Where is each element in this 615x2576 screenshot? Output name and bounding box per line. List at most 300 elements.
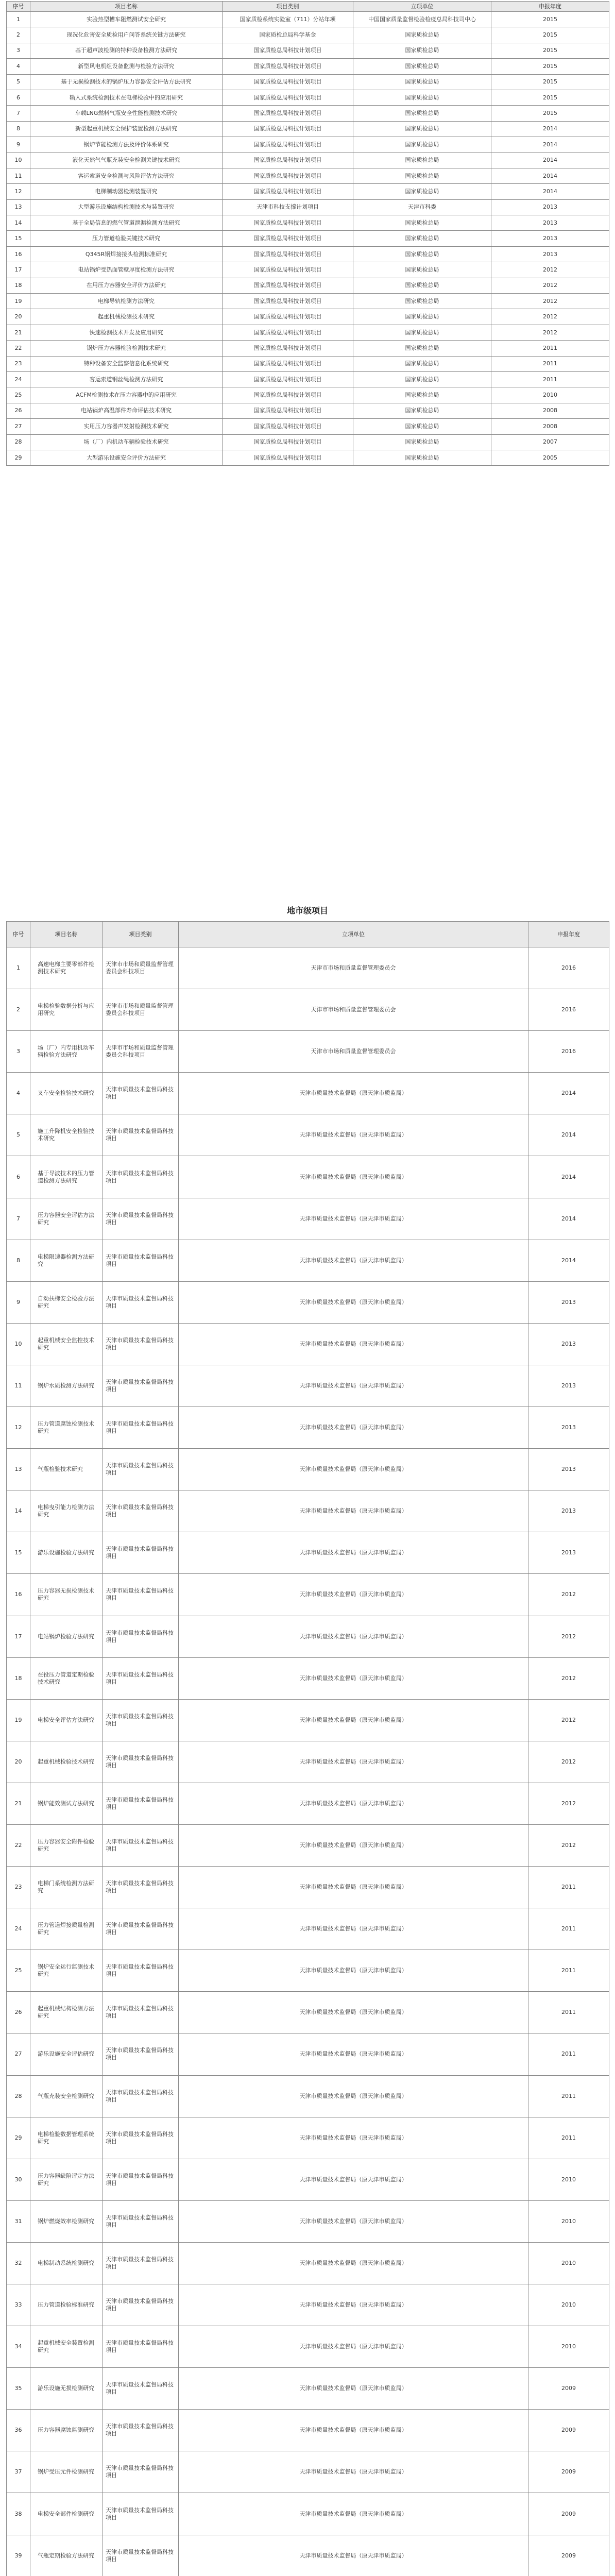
index-cell: 4 — [7, 1073, 30, 1114]
approving-unit-cell: 天津市质量技术监督局（原天津市质监局） — [179, 1114, 528, 1156]
approving-unit-cell: 天津市质量技术监督局（原天津市质监局） — [179, 1657, 528, 1699]
year-cell: 2011 — [491, 356, 609, 371]
project-name-cell: 电梯检验数据分析与应用研究 — [30, 989, 102, 1031]
approving-unit-cell: 天津市质量技术监督局（原天津市质监局） — [179, 1198, 528, 1240]
project-name-cell: 新型起重机械安全保护装置检测方法研究 — [30, 121, 223, 137]
year-cell: 2012 — [528, 1657, 609, 1699]
index-cell: 7 — [7, 106, 30, 121]
index-cell: 13 — [7, 1449, 30, 1490]
year-cell: 2009 — [528, 2451, 609, 2493]
approving-unit-cell: 国家质检总局 — [353, 325, 491, 340]
index-cell: 33 — [7, 2284, 30, 2326]
project-name-cell: 输入式系统检测技术在电梯检验中的应用研究 — [30, 90, 223, 105]
approving-unit-cell: 国家质检总局 — [353, 74, 491, 90]
project-category-cell: 天津市质量技术监督局科技项目 — [102, 2535, 179, 2576]
index-cell: 26 — [7, 1992, 30, 2033]
year-cell: 2012 — [491, 325, 609, 340]
year-cell: 2013 — [528, 1532, 609, 1574]
project-name-cell: 锅炉水质检测方法研究 — [30, 1365, 102, 1406]
approving-unit-cell: 天津市质量技术监督局（原天津市质监局） — [179, 2493, 528, 2535]
index-cell: 10 — [7, 1323, 30, 1365]
project-category-cell: 国家质检总局科技计划项目 — [223, 137, 353, 152]
approving-unit-cell: 国家质检总局 — [353, 450, 491, 465]
national-table-row — [7, 387, 609, 403]
year-cell: 2013 — [528, 1281, 609, 1323]
index-cell: 5 — [7, 74, 30, 90]
national-table-row — [7, 74, 609, 90]
project-name-cell: 锅炉压力容器检验检测技术研究 — [30, 341, 223, 356]
index-cell: 36 — [7, 2410, 30, 2451]
national-table-row — [7, 59, 609, 74]
local-table-row — [7, 989, 609, 1031]
project-name-cell: 基于全局信息的燃气管道泄漏检测方法研究 — [30, 215, 223, 231]
index-cell: 16 — [7, 1574, 30, 1616]
approving-unit-cell: 国家质检总局 — [353, 106, 491, 121]
index-cell: 32 — [7, 2242, 30, 2284]
project-category-cell: 国家质检总局科技计划项目 — [223, 184, 353, 199]
project-category-cell: 天津市质量技术监督局科技项目 — [102, 1114, 179, 1156]
project-name-cell: 游乐设施检验方法研究 — [30, 1532, 102, 1574]
year-cell: 2011 — [528, 1867, 609, 1908]
local-table-row — [7, 2200, 609, 2242]
year-cell: 2016 — [528, 989, 609, 1031]
approving-unit-cell: 天津市质量技术监督局（原天津市质监局） — [179, 1950, 528, 1992]
index-cell: 11 — [7, 1365, 30, 1406]
local-table-row — [7, 2326, 609, 2368]
year-cell: 2010 — [528, 2159, 609, 2200]
approving-unit-cell: 天津市质量技术监督局（原天津市质监局） — [179, 1574, 528, 1616]
year-cell: 2009 — [528, 2368, 609, 2410]
year-cell: 2010 — [528, 2326, 609, 2368]
project-name-cell: 电梯制动系统检测研究 — [30, 2242, 102, 2284]
project-category-cell: 天津市质量技术监督局科技项目 — [102, 2075, 179, 2117]
project-name-cell: 电梯安全部件检测研究 — [30, 2493, 102, 2535]
approving-unit-cell: 国家质检总局 — [353, 294, 491, 309]
project-category-cell: 国家质检总局科技计划项目 — [223, 403, 353, 418]
header-project-name: 项目名称 — [30, 2, 223, 12]
approving-unit-cell: 天津市质量技术监督局（原天津市质监局） — [179, 1156, 528, 1198]
national-table-row — [7, 246, 609, 262]
project-category-cell: 国家质检总局科技计划项目 — [223, 74, 353, 90]
project-name-cell: 在用压力容器安全评价方法研究 — [30, 278, 223, 293]
national-table-row — [7, 152, 609, 168]
national-table-row — [7, 341, 609, 356]
project-category-cell: 天津市质量技术监督局科技项目 — [102, 2159, 179, 2200]
year-cell: 2010 — [491, 387, 609, 403]
national-table-row — [7, 262, 609, 278]
approving-unit-cell: 天津市质量技术监督局（原天津市质监局） — [179, 1240, 528, 1281]
approving-unit-cell: 天津市市场和质量监督管理委员会 — [179, 989, 528, 1031]
year-cell: 2005 — [491, 450, 609, 465]
index-cell: 10 — [7, 152, 30, 168]
approving-unit-cell: 国家质检总局 — [353, 356, 491, 371]
index-cell: 21 — [7, 325, 30, 340]
approving-unit-cell: 天津市质量技术监督局（原天津市质监局） — [179, 2075, 528, 2117]
project-name-cell: 基于无损检测技术的锅炉压力容器安全评估方法研究 — [30, 74, 223, 90]
national-table-row — [7, 27, 609, 43]
local-table-row — [7, 1031, 609, 1073]
approving-unit-cell: 天津市市场和质量监督管理委员会 — [179, 947, 528, 989]
index-cell: 25 — [7, 1950, 30, 1992]
year-cell: 2016 — [528, 1031, 609, 1073]
approving-unit-cell: 国家质检总局 — [353, 309, 491, 325]
year-cell: 2013 — [491, 215, 609, 231]
project-name-cell: 客运索道钢丝绳检测方法研究 — [30, 371, 223, 387]
project-name-cell: 大型游乐设施安全评价方法研究 — [30, 450, 223, 465]
index-cell: 30 — [7, 2159, 30, 2200]
national-table-row — [7, 231, 609, 246]
national-table-row — [7, 106, 609, 121]
approving-unit-cell: 国家质检总局 — [353, 168, 491, 183]
year-cell: 2012 — [491, 262, 609, 278]
national-table-row — [7, 90, 609, 105]
approving-unit-cell: 天津市质量技术监督局（原天津市质监局） — [179, 2159, 528, 2200]
project-name-cell: 起重机械结构检测方法研究 — [30, 1992, 102, 2033]
index-cell: 14 — [7, 1490, 30, 1532]
project-name-cell: 电梯限速器检测方法研究 — [30, 1240, 102, 1281]
project-category-cell: 国家质检总局科技计划项目 — [223, 262, 353, 278]
index-cell: 19 — [7, 294, 30, 309]
project-name-cell: 电梯门系统检测方法研究 — [30, 1867, 102, 1908]
approving-unit-cell: 国家质检总局 — [353, 371, 491, 387]
header-index: 序号 — [7, 2, 30, 12]
local-table-row — [7, 1741, 609, 1783]
project-name-cell: 游乐设施无损检测研究 — [30, 2368, 102, 2410]
project-name-cell: 实验热型槽车阻燃测试安全研究 — [30, 12, 223, 27]
project-name-cell: 电站锅炉检验方法研究 — [30, 1616, 102, 1657]
project-category-cell: 天津市质量技术监督局科技项目 — [102, 1532, 179, 1574]
project-name-cell: 压力管道腐蚀检测技术研究 — [30, 1407, 102, 1449]
index-cell: 22 — [7, 1824, 30, 1866]
year-cell: 2010 — [528, 2242, 609, 2284]
approving-unit-cell: 国家质检总局 — [353, 231, 491, 246]
national-table-row — [7, 12, 609, 27]
approving-unit-cell: 国家质检总局 — [353, 137, 491, 152]
index-cell: 34 — [7, 2326, 30, 2368]
project-name-cell: 电梯导轨检测方法研究 — [30, 294, 223, 309]
approving-unit-cell: 天津市科委 — [353, 199, 491, 215]
project-name-cell: 高速电梯主要零部件检测技术研究 — [30, 947, 102, 989]
project-category-cell: 国家质检总局科技计划项目 — [223, 59, 353, 74]
project-category-cell: 国家质检总局科技计划项目 — [223, 168, 353, 183]
year-cell: 2013 — [528, 1490, 609, 1532]
project-name-cell: 客运索道安全检测与风险评估方法研究 — [30, 168, 223, 183]
local-table-row — [7, 1574, 609, 1616]
project-name-cell: 电梯制动器检测装置研究 — [30, 184, 223, 199]
project-category-cell: 天津市质量技术监督局科技项目 — [102, 1407, 179, 1449]
header-project-name: 项目名称 — [30, 922, 102, 947]
year-cell: 2012 — [528, 1783, 609, 1824]
approving-unit-cell: 天津市质量技术监督局（原天津市质监局） — [179, 2451, 528, 2493]
year-cell: 2012 — [528, 1824, 609, 1866]
index-cell: 26 — [7, 403, 30, 418]
index-cell: 24 — [7, 1908, 30, 1950]
local-table-row — [7, 1323, 609, 1365]
header-index: 序号 — [7, 922, 30, 947]
project-name-cell: 液化天然气气瓶充装安全检测关键技术研究 — [30, 152, 223, 168]
project-category-cell: 天津市质量技术监督局科技项目 — [102, 1992, 179, 2033]
index-cell: 27 — [7, 419, 30, 434]
year-cell: 2013 — [528, 1323, 609, 1365]
approving-unit-cell: 国家质检总局 — [353, 262, 491, 278]
project-category-cell: 天津市质量技术监督局科技项目 — [102, 1449, 179, 1490]
local-table-row — [7, 947, 609, 989]
local-table-row — [7, 2410, 609, 2451]
project-category-cell: 国家质检总局科技计划项目 — [223, 90, 353, 105]
index-cell: 22 — [7, 341, 30, 356]
approving-unit-cell: 国家质检总局 — [353, 43, 491, 58]
local-table-row — [7, 1783, 609, 1824]
approving-unit-cell: 天津市质量技术监督局（原天津市质监局） — [179, 2117, 528, 2159]
year-cell: 2011 — [528, 1992, 609, 2033]
year-cell: 2008 — [491, 403, 609, 418]
year-cell: 2014 — [528, 1073, 609, 1114]
year-cell: 2012 — [528, 1616, 609, 1657]
local-header-row — [7, 922, 609, 947]
approving-unit-cell: 天津市质量技术监督局（原天津市质监局） — [179, 2535, 528, 2576]
project-category-cell: 天津市质量技术监督局科技项目 — [102, 2410, 179, 2451]
approving-unit-cell: 天津市质量技术监督局（原天津市质监局） — [179, 2326, 528, 2368]
project-name-cell: 起重机械安全监控技术研究 — [30, 1323, 102, 1365]
project-category-cell: 天津市质量技术监督局科技项目 — [102, 2033, 179, 2075]
project-name-cell: 锅炉安全运行监测技术研究 — [30, 1950, 102, 1992]
project-name-cell: 实用压力容器声发射检测技术研究 — [30, 419, 223, 434]
project-category-cell: 国家质检总局科技计划项目 — [223, 152, 353, 168]
year-cell: 2007 — [491, 434, 609, 450]
project-name-cell: 自动扶梯安全检验方法研究 — [30, 1281, 102, 1323]
index-cell: 27 — [7, 2033, 30, 2075]
project-name-cell: 叉车安全检验技术研究 — [30, 1073, 102, 1114]
national-table-row — [7, 278, 609, 293]
national-table-row — [7, 434, 609, 450]
local-table-row — [7, 1198, 609, 1240]
national-table-row — [7, 356, 609, 371]
project-name-cell: 锅炉受压元件检测研究 — [30, 2451, 102, 2493]
year-cell: 2014 — [528, 1114, 609, 1156]
project-category-cell: 天津市质量技术监督局科技项目 — [102, 1490, 179, 1532]
project-category-cell: 天津市质量技术监督局科技项目 — [102, 1950, 179, 1992]
project-name-cell: 游乐设施安全评估研究 — [30, 2033, 102, 2075]
project-category-cell: 国家质检总局科技计划项目 — [223, 325, 353, 340]
year-cell: 2013 — [491, 246, 609, 262]
approving-unit-cell: 国家质检总局 — [353, 403, 491, 418]
index-cell: 29 — [7, 450, 30, 465]
index-cell: 2 — [7, 27, 30, 43]
project-category-cell: 天津市科技支撑计划项目 — [223, 199, 353, 215]
year-cell: 2011 — [528, 2075, 609, 2117]
year-cell: 2012 — [528, 1741, 609, 1783]
project-category-cell: 国家质检总局科技计划项目 — [223, 341, 353, 356]
year-cell: 2014 — [528, 1156, 609, 1198]
project-category-cell: 国家质检总局科技计划项目 — [223, 387, 353, 403]
project-name-cell: 压力管道检验关键技术研究 — [30, 231, 223, 246]
national-table-row — [7, 325, 609, 340]
index-cell: 31 — [7, 2200, 30, 2242]
project-name-cell: 锅炉燃烧效率检测研究 — [30, 2200, 102, 2242]
index-cell: 38 — [7, 2493, 30, 2535]
index-cell: 29 — [7, 2117, 30, 2159]
project-category-cell: 天津市质量技术监督局科技项目 — [102, 1616, 179, 1657]
project-name-cell: 快速检测技术开发及应用研究 — [30, 325, 223, 340]
project-name-cell: 压力容器安全附件检验研究 — [30, 1824, 102, 1866]
project-category-cell: 天津市质量技术监督局科技项目 — [102, 1323, 179, 1365]
project-name-cell: Q345R钢焊接接头检测标准研究 — [30, 246, 223, 262]
national-table-row — [7, 43, 609, 58]
approving-unit-cell: 国家质检总局 — [353, 121, 491, 137]
year-cell: 2013 — [528, 1449, 609, 1490]
year-cell: 2013 — [491, 231, 609, 246]
local-projects-table — [6, 921, 609, 2576]
year-cell: 2012 — [491, 294, 609, 309]
national-table-row — [7, 371, 609, 387]
project-name-cell: 压力容器缺陷评定方法研究 — [30, 2159, 102, 2200]
project-category-cell: 天津市质量技术监督局科技项目 — [102, 1783, 179, 1824]
national-table-row — [7, 403, 609, 418]
project-category-cell: 天津市质量技术监督局科技项目 — [102, 1073, 179, 1114]
approving-unit-cell: 天津市质量技术监督局（原天津市质监局） — [179, 1281, 528, 1323]
national-projects-table — [6, 1, 609, 466]
project-category-cell: 天津市质量技术监督局科技项目 — [102, 1908, 179, 1950]
approving-unit-cell: 国家质检总局 — [353, 215, 491, 231]
year-cell: 2014 — [491, 137, 609, 152]
local-table-row — [7, 1114, 609, 1156]
project-category-cell: 天津市质量技术监督局科技项目 — [102, 1574, 179, 1616]
year-cell: 2014 — [491, 184, 609, 199]
project-category-cell: 国家质检总局科技计划项目 — [223, 294, 353, 309]
index-cell: 3 — [7, 1031, 30, 1073]
local-table-row — [7, 2159, 609, 2200]
local-table-row — [7, 1073, 609, 1114]
year-cell: 2011 — [491, 341, 609, 356]
year-cell: 2011 — [528, 2117, 609, 2159]
national-table-row — [7, 199, 609, 215]
index-cell: 28 — [7, 434, 30, 450]
local-table-row — [7, 1449, 609, 1490]
local-table-row — [7, 2242, 609, 2284]
local-table-row — [7, 2451, 609, 2493]
index-cell: 11 — [7, 168, 30, 183]
year-cell: 2015 — [491, 106, 609, 121]
year-cell: 2012 — [528, 1699, 609, 1741]
year-cell: 2013 — [491, 199, 609, 215]
project-category-cell: 国家质检总局科技计划项目 — [223, 356, 353, 371]
year-cell: 2015 — [491, 90, 609, 105]
index-cell: 7 — [7, 1198, 30, 1240]
project-category-cell: 国家质检总局科技计划项目 — [223, 246, 353, 262]
year-cell: 2011 — [491, 371, 609, 387]
year-cell: 2015 — [491, 59, 609, 74]
year-cell: 2012 — [491, 278, 609, 293]
local-table-row — [7, 2033, 609, 2075]
project-name-cell: 压力容器腐蚀监测研究 — [30, 2410, 102, 2451]
approving-unit-cell: 天津市市场和质量监督管理委员会 — [179, 1031, 528, 1073]
year-cell: 2012 — [528, 1574, 609, 1616]
year-cell: 2011 — [528, 1950, 609, 1992]
project-name-cell: 基于导波技术的压力管道检测方法研究 — [30, 1156, 102, 1198]
project-name-cell: 压力管道焊接质量检测研究 — [30, 1908, 102, 1950]
approving-unit-cell: 天津市质量技术监督局（原天津市质监局） — [179, 1783, 528, 1824]
national-table-row — [7, 121, 609, 137]
project-category-cell: 天津市质量技术监督局科技项目 — [102, 1240, 179, 1281]
local-table-row — [7, 2493, 609, 2535]
approving-unit-cell: 天津市质量技术监督局（原天津市质监局） — [179, 1365, 528, 1406]
project-name-cell: 电梯曳引能力检测方法研究 — [30, 1490, 102, 1532]
header-approving-unit: 立项单位 — [353, 2, 491, 12]
year-cell: 2014 — [491, 121, 609, 137]
project-category-cell: 国家质检总局科技计划项目 — [223, 121, 353, 137]
year-cell: 2015 — [491, 74, 609, 90]
local-table-row — [7, 1365, 609, 1406]
project-name-cell: 基于超声波检测的特种设备检测方法研究 — [30, 43, 223, 58]
header-project-category: 项目类别 — [102, 922, 179, 947]
index-cell: 2 — [7, 989, 30, 1031]
project-name-cell: 大型游乐设施结构检测技术与装置研究 — [30, 199, 223, 215]
approving-unit-cell: 天津市质量技术监督局（原天津市质监局） — [179, 1073, 528, 1114]
project-name-cell: 压力容器安全评估方法研究 — [30, 1198, 102, 1240]
header-project-category: 项目类别 — [223, 2, 353, 12]
year-cell: 2011 — [528, 2033, 609, 2075]
approving-unit-cell: 天津市质量技术监督局（原天津市质监局） — [179, 2200, 528, 2242]
project-category-cell: 天津市质量技术监督局科技项目 — [102, 1365, 179, 1406]
project-category-cell: 天津市质量技术监督局科技项目 — [102, 1156, 179, 1198]
project-category-cell: 国家质检总局科技计划项目 — [223, 419, 353, 434]
index-cell: 20 — [7, 1741, 30, 1783]
year-cell: 2011 — [528, 1908, 609, 1950]
approving-unit-cell: 天津市质量技术监督局（原天津市质监局） — [179, 1532, 528, 1574]
project-category-cell: 国家质检总局科技计划项目 — [223, 106, 353, 121]
index-cell: 12 — [7, 184, 30, 199]
local-table-row — [7, 1992, 609, 2033]
national-table-body — [7, 12, 609, 466]
index-cell: 19 — [7, 1699, 30, 1741]
project-category-cell: 国家质检总局科技计划项目 — [223, 450, 353, 465]
approving-unit-cell: 国家质检总局 — [353, 387, 491, 403]
local-table-row — [7, 2117, 609, 2159]
index-cell: 3 — [7, 43, 30, 58]
year-cell: 2013 — [528, 1365, 609, 1406]
index-cell: 8 — [7, 121, 30, 137]
project-category-cell: 天津市市场和质量监督管理委员会科技项目 — [102, 947, 179, 989]
approving-unit-cell: 天津市质量技术监督局（原天津市质监局） — [179, 2410, 528, 2451]
approving-unit-cell: 国家质检总局 — [353, 278, 491, 293]
project-name-cell: 车载LNG燃料气瓶安全性能检测技术研究 — [30, 106, 223, 121]
project-category-cell: 天津市质量技术监督局科技项目 — [102, 1867, 179, 1908]
approving-unit-cell: 天津市质量技术监督局（原天津市质监局） — [179, 1992, 528, 2033]
project-category-cell: 天津市质量技术监督局科技项目 — [102, 2368, 179, 2410]
approving-unit-cell: 天津市质量技术监督局（原天津市质监局） — [179, 2242, 528, 2284]
index-cell: 5 — [7, 1114, 30, 1156]
national-table-row — [7, 294, 609, 309]
approving-unit-cell: 天津市质量技术监督局（原天津市质监局） — [179, 1616, 528, 1657]
local-table-row — [7, 1407, 609, 1449]
local-table-row — [7, 1908, 609, 1950]
year-cell: 2010 — [528, 2200, 609, 2242]
project-category-cell: 天津市质量技术监督局科技项目 — [102, 1699, 179, 1741]
local-table-row — [7, 1281, 609, 1323]
project-category-cell: 天津市质量技术监督局科技项目 — [102, 2200, 179, 2242]
year-cell: 2013 — [528, 1407, 609, 1449]
project-name-cell: 新型风电机组设备监测与检验方法研究 — [30, 59, 223, 74]
local-table-row — [7, 1240, 609, 1281]
index-cell: 18 — [7, 278, 30, 293]
approving-unit-cell: 国家质检总局 — [353, 419, 491, 434]
index-cell: 35 — [7, 2368, 30, 2410]
project-category-cell: 天津市质量技术监督局科技项目 — [102, 2242, 179, 2284]
header-year: 申报年度 — [491, 2, 609, 12]
project-name-cell: 电梯检验数据管理系统研究 — [30, 2117, 102, 2159]
project-name-cell: 锅炉节能检测方法及评价体系研究 — [30, 137, 223, 152]
project-name-cell: 现况化危害安全质检用户问答系统关键方法研究 — [30, 27, 223, 43]
